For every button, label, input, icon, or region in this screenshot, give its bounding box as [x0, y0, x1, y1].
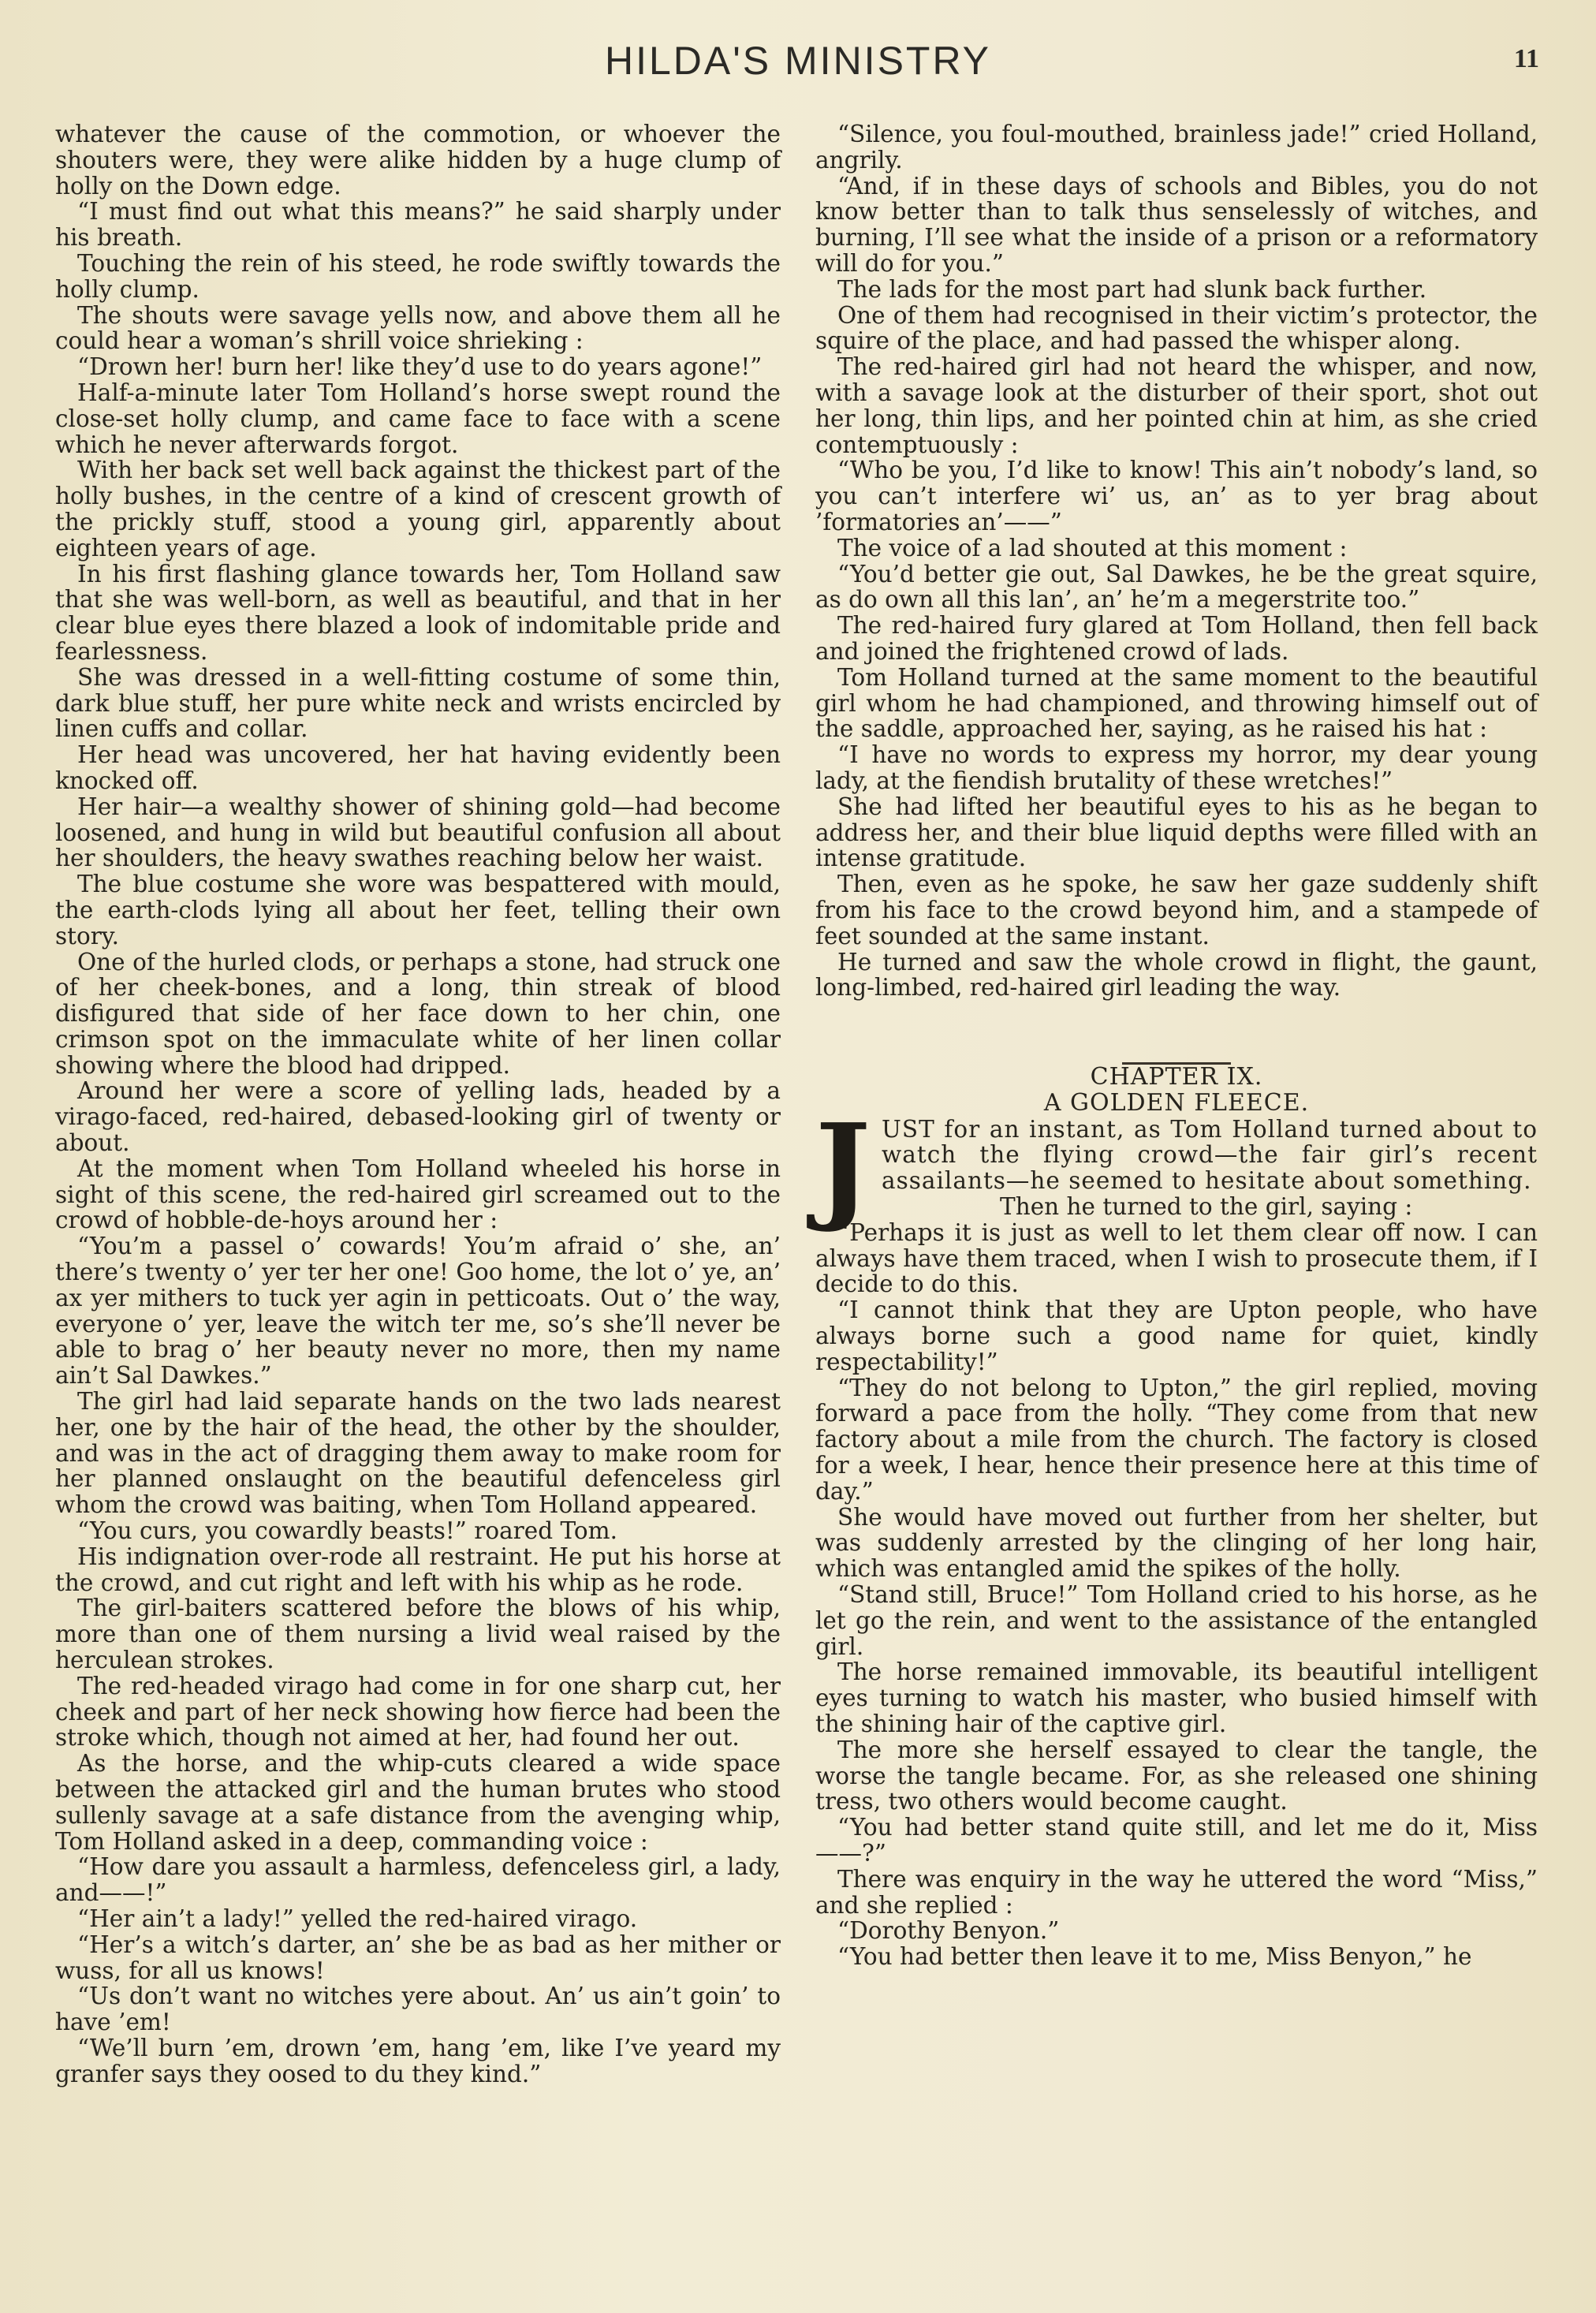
paragraph: “Drown her! burn her! like they’d use to do years agone!” — [77, 353, 763, 381]
running-title: HILDA'S MINISTRY — [604, 39, 992, 83]
paragraph: Her hair—a wealthy shower of shining gold—had become loosened, and hung in wild but beautiful confusion all about her shoulders, the heavy swathes reaching below her waist. — [55, 793, 781, 872]
paragraph: In his first flashing glance towards her, Tom Holland saw that she was well-born, as well as beautiful, and that in her clear blue eyes there blazed a look of indomitable pride and fearlessness. — [55, 560, 781, 665]
paragraph: One of them had recognised in their victim’s protector, the squire of the place, and had passed the whisper along. — [815, 301, 1538, 355]
paragraph: “Dorothy Benyon.” — [837, 1917, 1060, 1945]
paragraph: The horse remained immovable, its beautiful intelligent eyes turning to watch his master, who busied himself with the shining hair of the captive girl. — [815, 1658, 1538, 1738]
paragraph: “Stand still, Bruce!” Tom Holland cried to his horse, as he let go the rein, and went to the assistance of the entangled girl. — [815, 1581, 1538, 1660]
paragraph: The red-headed virago had come in for one sharp cut, her cheek and part of her neck showing how fierce had been the stroke which, though not aimed at her, had found her out. — [55, 1672, 781, 1752]
paragraph: “I have no words to express my horror, my dear young lady, at the fiendish brutality of these wretches!” — [815, 741, 1538, 794]
paragraph: The red-haired girl had not heard the whisper, and now, with a savage look at the disturber of their sport, shot out her long, thin lips, and her pointed chin at him, as she cried contemptuously : — [815, 353, 1538, 458]
paragraph: Half-a-minute later Tom Holland’s horse swept round the close-set holly clump, and came face to face with a scene which he never afterwards forgot. — [55, 379, 781, 458]
chapter-title: A GOLDEN FLEECE. — [1043, 1088, 1310, 1117]
paragraph: “Silence, you foul-mouthed, brainless jade!” cried Holland, angrily. — [815, 121, 1538, 173]
paragraph: “Perhaps it is just as well to let them clear off now. I can always have them traced, when I wish to prosecute them, if I decide to do this. — [815, 1218, 1538, 1298]
paragraph: “How dare you assault a harmless, defenceless girl, a lady, and——!” — [55, 1853, 781, 1907]
paragraph: “You had better then leave it to me, Miss Benyon,” he — [837, 1943, 1472, 1971]
paragraph: There was enquiry in the way he uttered the word “Miss,” and she replied : — [815, 1865, 1538, 1919]
paragraph: She would have moved out further from her shelter, but was suddenly arrested by the clinging of her long hair, which was entangled amid the spikes of the holly. — [815, 1503, 1538, 1583]
paragraph: “Her ain’t a lady!” yelled the red-haired virago. — [77, 1904, 638, 1932]
paragraph: “I cannot think that they are Upton people, who have always borne such a good name for quiet, kindly respectability!” — [815, 1296, 1538, 1375]
page-number: 11 — [1513, 44, 1539, 73]
paragraph: She had lifted her beautiful eyes to his as he began to address her, and their blue liquid depths were filled with an intense gratitude. — [815, 793, 1538, 872]
opening-text: UST for an instant, as Tom Holland turned about to watch the flying crowd—the fair girl’s recent assailants—he seemed to hesitate about something. — [882, 1115, 1538, 1195]
drop-cap: J — [815, 1097, 871, 1235]
paragraph: As the horse, and the whip-cuts cleared a wide space between the attacked girl and the human brutes who stood sullenly savage at a safe distance from the avenging whip, Tom Holland asked in a deep, commanding voice : — [55, 1750, 781, 1855]
paragraph: One of the hurled clods, or perhaps a stone, had struck one of her cheek-bones, and a long, thin streak of blood disfigured that side of her face down to her chin, one crimson spot on the immaculate white of her linen collar showing where the blood had dripped. — [55, 948, 781, 1079]
paragraph: The more she herself essayed to clear the tangle, the worse the tangle became. For, as she released one shining tress, two others would become caught. — [815, 1736, 1538, 1815]
running-header — [0, 38, 1596, 85]
paragraph: Around her were a score of yelling lads, headed by a virago-faced, red-haired, debased-looking girl of twenty or about. — [55, 1077, 781, 1157]
paragraph: The lads for the most part had slunk back further. — [837, 275, 1427, 303]
paragraph: “Us don’t want no witches yere about. An’ us ain’t goin’ to have ’em! — [55, 1983, 781, 2036]
paragraph: “They do not belong to Upton,” the girl replied, moving forward a pace from the holly. “They come from that new factory about a mile from the church. The factory is closed for a week, I hear, hence their presence here at this time of day.” — [815, 1374, 1538, 1505]
paragraph: At the moment when Tom Holland wheeled his horse in sight of this scene, the red-haired girl screamed out to the crowd of hobble-de-hoys around her : — [55, 1155, 781, 1234]
paragraph: Touching the rein of his steed, he rode swiftly towards the holly clump. — [55, 249, 781, 303]
paragraph: “You’d better gie out, Sal Dawkes, he be the great squire, as do own all this lan’, an’ he’m a megerstrite too.” — [815, 560, 1538, 614]
paragraph: The girl-baiters scattered before the blows of his whip, more than one of them nursing a livid weal raised by the herculean strokes. — [55, 1595, 781, 1674]
paragraph: “I must find out what this means?” he said sharply under his breath. — [55, 198, 781, 252]
paragraph: “You curs, you cowardly beasts!” roared Tom. — [77, 1517, 617, 1545]
right-column — [815, 121, 1538, 2281]
paragraph: The voice of a lad shouted at this moment : — [837, 534, 1348, 561]
paragraph: Her head was uncovered, her hat having evidently been knocked off. — [55, 741, 781, 794]
paragraph: The girl had laid separate hands on the two lads nearest her, one by the hair of the head, the other by the shoulder, and was in the act of dragging them away to make room for her planned onslaught on the beautiful defenceless girl whom the crowd was baiting, when Tom Holland appeared. — [55, 1388, 781, 1519]
paragraph: His indignation over-rode all restraint. He put his horse at the crowd, and cut right and left with his whip as he rode. — [55, 1543, 781, 1596]
chapter-number: CHAPTER IX. — [1090, 1063, 1263, 1091]
paragraph: whatever the cause of the commotion, or whoever the shouters were, they were alike hidden by a huge clump of holly on the Down edge. — [55, 121, 781, 200]
paragraph: “Her’s a witch’s darter, an’ she be as bad as her mither or wuss, for all us knows! — [55, 1931, 781, 1984]
paragraph: “You had better stand quite still, and let me do it, Miss——?” — [815, 1814, 1538, 1867]
paragraph: He turned and saw the whole crowd in flight, the gaunt, long-limbed, red-haired girl leading the way. — [815, 948, 1538, 1002]
paragraph: “You’m a passel o’ cowards! You’m afraid o’ she, an’ there’s twenty o’ yer ter her one! Goo home, the lot o’ ye, an’ ax yer mithers to tuck yer agin in petticoats. Out o’ the way, everyone o’ yer, leave the witch ter me, so’s she’ll never be able to brag o’ her beauty never no more, then my name ain’t Sal Dawkes.” — [55, 1233, 781, 1390]
paragraph: The shouts were savage yells now, and above them all he could hear a woman’s shrill voice shrieking : — [55, 301, 781, 355]
paragraph: The blue costume she wore was bespattered with mould, the earth-clods lying all about her feet, telling their own story. — [55, 871, 781, 949]
paragraph: Then he turned to the girl, saying : — [1000, 1193, 1413, 1221]
left-column — [55, 121, 781, 2281]
paragraph: “Who be you, I’d like to know! This ain’t nobody’s land, so you can’t interfere wi’ us, an’ as to yer brag about ’formatories an’——” — [815, 457, 1538, 535]
paragraph: Tom Holland turned at the same moment to the beautiful girl whom he had championed, and throwing himself out of the saddle, approached her, saying, as he raised his hat : — [815, 663, 1538, 743]
paragraph: With her back set well back against the thickest part of the holly bushes, in the centre of a kind of crescent growth of the prickly stuff, stood a young girl, apparently about eighteen years of age. — [55, 457, 781, 561]
paragraph: The red-haired fury glared at Tom Holland, then fell back and joined the frightened crowd of lads. — [815, 612, 1538, 665]
paragraph: “We’ll burn ’em, drown ’em, hang ’em, like I’ve yeard my granfer says they oosed to du they kind.” — [55, 2034, 781, 2087]
paragraph: Then, even as he spoke, he saw her gaze suddenly shift from his face to the crowd beyond him, and a stampede of feet sounded at the same instant. — [815, 871, 1538, 949]
paragraph: She was dressed in a well-fitting costume of some thin, dark blue stuff, her pure white neck and wrists encircled by linen cuffs and collar. — [55, 663, 781, 743]
paragraph: “And, if in these days of schools and Bibles, you do not know better than to talk thus senselessly of witches, and burning, I’ll see what the inside of a prison or a reformatory will do for you.” — [815, 172, 1538, 277]
